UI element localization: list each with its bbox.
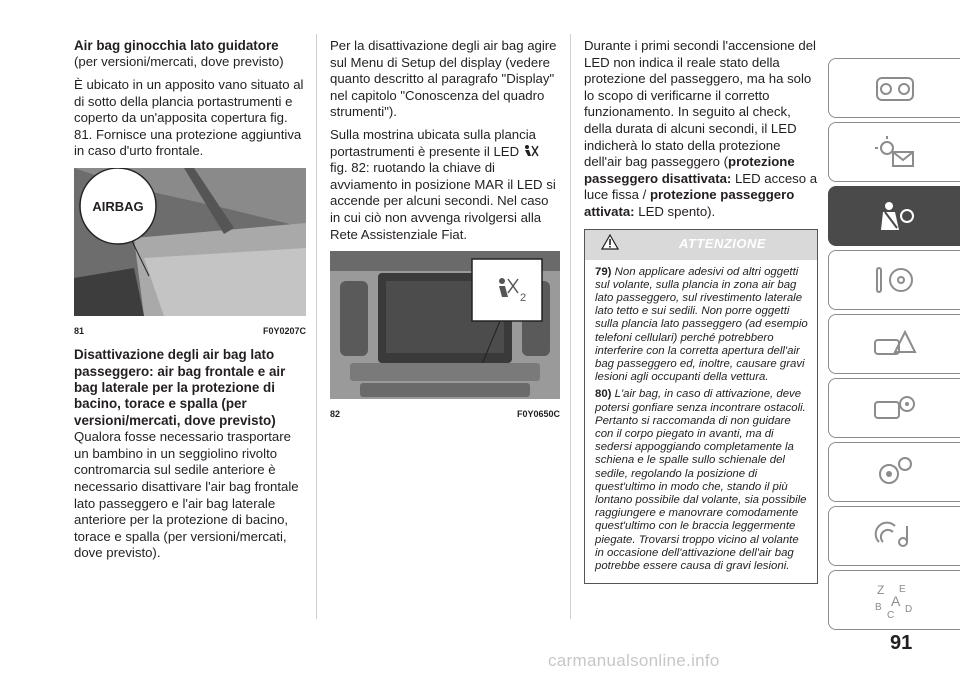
svg-text:2: 2 xyxy=(520,292,527,305)
chapter-tab-warning-lights[interactable] xyxy=(828,122,960,182)
gears-icon xyxy=(873,454,917,490)
airbag-label: AIRBAG xyxy=(92,198,144,214)
warning-header xyxy=(585,230,817,260)
svg-text:E: E xyxy=(899,584,906,595)
alphabet-index-icon xyxy=(873,580,917,620)
svg-text:Z: Z xyxy=(877,583,885,597)
chapter-tab-safety[interactable] xyxy=(828,186,960,246)
car-gear-icon xyxy=(873,390,917,426)
chapter-tab-dashboard[interactable] xyxy=(828,58,960,118)
paragraph: Durante i primi secondi l'accensione del LED non indica il reale stato della protezione del passeggero, ma ha solo lo scopo di verificarne il corretto funzionamento. In seguito al check, della durata di alcuni secondi, il LED indicherà lo stato della protezione dell'air bag passeggero (protezione passeggero disattivata: LED acceso a luce fissa / protezione passeggero attivata: LED spento). xyxy=(584,38,818,219)
page-number: 91 xyxy=(890,632,913,654)
paragraph: Qualora fosse necessario trasportare un bambino in un seggiolino rivolto contromarcia sul sedile anteriore è necessario disattivare l'air bag frontale lato passeggero e l'air bag laterale anteriore per la protezione di bacino, torace e spalla (per versioni/mercati, dove previsto). xyxy=(74,429,299,561)
paragraph: Sulla mostrina ubicata sulla plancia portastrumenti è presente il LED fig. 82: ruotando la chiave di avviamento in posizione MAR il LED si accende per alcuni secondi. Nel caso in cui ciò non avvenga rivolgersi alla Rete Assistenziale Fiat. xyxy=(330,126,556,242)
seatbelt-airbag-icon xyxy=(873,198,917,234)
warning-note-79: 79) Non applicare adesivi od altri oggetti sul volante, sulla plancia in zona air bag lato passeggero, sul rivestimento laterale lato tetto e sui sedili. Non porre oggetti sulla plancia lato passeggero (ad esempio telefoni cellulari) perché potrebbero interferire con la corretta apertura dell'air bag passeggero ed, inoltre, causare gravi lesioni agli occupanti della vettura. xyxy=(595,265,808,384)
figure-82 xyxy=(330,251,560,422)
figure-number: 81 xyxy=(74,325,85,336)
figure-code: F0Y0207C xyxy=(262,325,306,336)
svg-text:C: C xyxy=(887,610,895,620)
passenger-airbag-off-icon xyxy=(523,144,539,158)
chapter-tab-technical-data[interactable] xyxy=(828,442,960,502)
chapter-tab-maintenance[interactable] xyxy=(828,378,960,438)
warning-note-80: 80) L'air bag, in caso di attivazione, deve potersi gonfiare senza incontrare ostacoli. Pertanto si raccomanda di non guidare con il corpo piegato in avanti, ma di sedersi appoggiando completamente la schiena e le spalle sullo schienale del sedile, regolando la posizione di quest'ultimo in modo che, stando il più lontano possibile dal volante, sia possibile raggiungere e manovrare comodamente quest'ultimo con le braccia leggermente piegate. Trovarsi troppo vicino al volante in occasione dell'attivazione dell'air bag potrebbe essere causa di gravi lesioni. xyxy=(595,388,807,572)
paragraph: È ubicato in un apposito vano situato al di sotto della plancia portastrumenti e coperto da un'apposita copertura fig. 81. Fornisce una protezione aggiuntiva in caso d'urto frontale. xyxy=(74,77,304,159)
warning-triangle-icon xyxy=(601,234,619,255)
car-warning-triangle-icon xyxy=(873,326,917,362)
car-dashboard-icon xyxy=(873,70,917,106)
warning-title: ATTENZIONE xyxy=(679,236,767,252)
column-divider xyxy=(570,34,571,619)
column-divider xyxy=(316,34,317,619)
knee-airbag-illustration xyxy=(74,168,306,316)
section-heading-deactivation: Disattivazione degli air bag lato passeggero: air bag frontale e air bag laterale per la protezione di bacino, torace e spalla (per versioni/mercati, dove previsto) xyxy=(74,347,286,428)
figure-number: 82 xyxy=(330,408,341,419)
chapter-tab-starting-driving[interactable] xyxy=(828,250,960,310)
figure-caption xyxy=(74,323,306,340)
watermark: carmanualsonline.info xyxy=(548,651,720,670)
warning-box xyxy=(584,229,818,585)
column-middle xyxy=(330,38,560,426)
multimedia-icon xyxy=(873,518,917,554)
key-steering-wheel-icon xyxy=(873,262,917,298)
dashboard-panel-illustration xyxy=(330,251,560,399)
svg-text:B: B xyxy=(875,602,882,613)
column-left xyxy=(74,38,306,568)
chapter-tab-emergency[interactable] xyxy=(828,314,960,374)
section-subtitle: (per versioni/mercati, dove previsto) xyxy=(74,54,284,70)
svg-text:D: D xyxy=(905,604,913,615)
chapter-tab-index[interactable] xyxy=(828,570,960,630)
figure-81 xyxy=(74,168,306,339)
chapter-tab-multimedia[interactable] xyxy=(828,506,960,566)
warning-body xyxy=(585,260,817,584)
figure-code: F0Y0650C xyxy=(516,408,560,419)
sun-envelope-icon xyxy=(873,134,917,170)
svg-text:A: A xyxy=(891,593,901,609)
figure-caption xyxy=(330,406,560,423)
paragraph: Per la disattivazione degli air bag agire sul Menu di Setup del display (vedere quanto descritto al paragrafo "Display" nel capitolo "Conoscenza del quadro strumenti"). xyxy=(330,38,557,120)
column-right xyxy=(584,38,818,584)
section-heading-knee-airbag: Air bag ginocchia lato guidatore xyxy=(74,38,279,53)
